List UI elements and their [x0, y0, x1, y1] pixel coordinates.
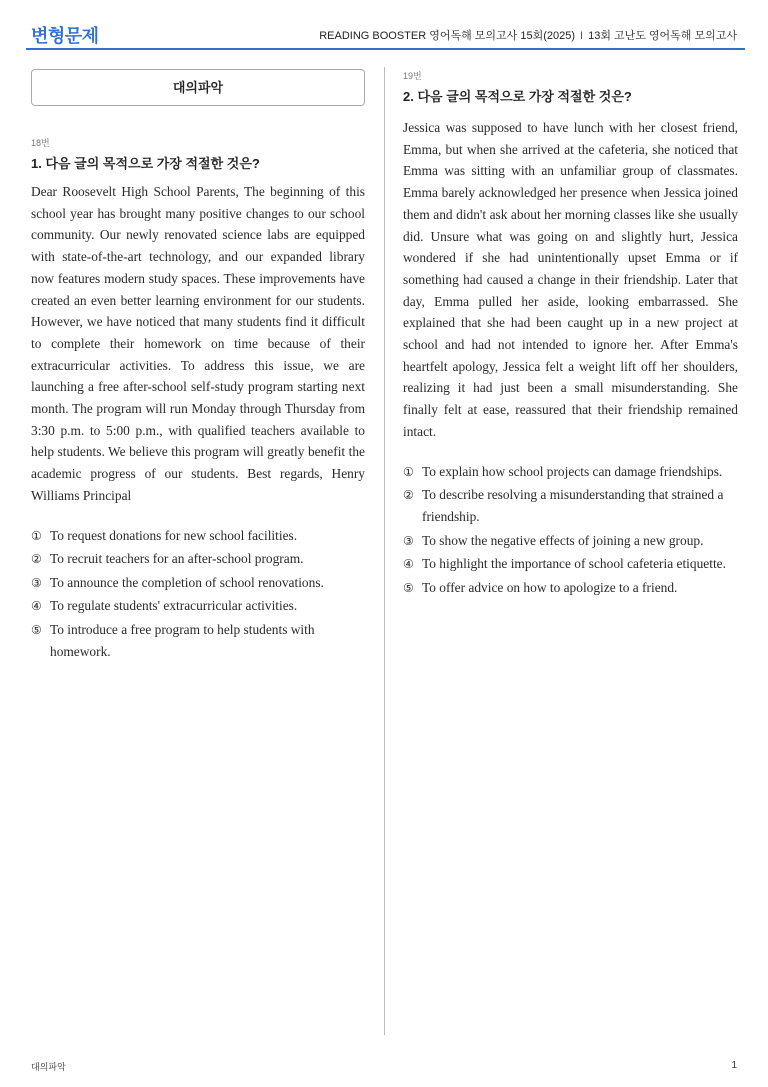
header-source-info — [319, 27, 737, 43]
column-divider — [384, 67, 385, 1035]
choice-item-4[interactable] — [31, 595, 365, 617]
choice-item-1[interactable] — [31, 525, 365, 547]
choice-item-2[interactable] — [403, 484, 738, 528]
choice-list — [31, 525, 365, 663]
choice-item-3[interactable] — [31, 572, 365, 594]
brand-title: 변형문제 — [31, 26, 99, 46]
question-title: 2. 다음 글의 목적으로 가장 적절한 것은? — [403, 89, 632, 104]
source-title: READING BOOSTER 영어독해 모의고사 15회(2025) — [319, 30, 576, 42]
page-number: 1 — [731, 1060, 737, 1071]
choice-marker: ② — [31, 552, 42, 567]
section-label-box: 대의파악 — [31, 69, 365, 106]
footer-section-label: 대의파악 — [31, 1062, 66, 1072]
choice-text: To show the negative effects of joining a new group. — [422, 532, 704, 548]
choice-marker: ① — [403, 464, 414, 479]
choice-text: To regulate students' extracurricular activities. — [50, 598, 298, 614]
question-number-label: 18번 — [31, 138, 50, 148]
choice-text: To announce the completion of school renovations. — [50, 574, 324, 590]
choice-text: To highlight the importance of school cafeteria etiquette. — [422, 556, 726, 572]
choice-item-5[interactable] — [403, 577, 738, 599]
choice-marker: ④ — [31, 599, 42, 614]
question-passage: Jessica was supposed to have lunch with her closest friend, Emma, but when she arrived at the cafeteria, she noticed that Emma was sitting with an unfamiliar group of classmates. Emma barely acknowledged her presence when Jessica joined them and didn't ask about her morning classes like she usually did. Unsure what was going on and slightly hurt, Jessica wondered if she had unintentionally upset Emma or if something had caused a change in their friendship. Later that day, Emma pulled her aside, looking embarrassed. She explained that she had been caught up in a new project at school and had not intended to ignore her. After Emma's heartfelt apology, Jessica felt a weight lift off her shoulders, realizing it had just been a small misunderstanding. She finally felt at ease, reassured that their friendship remained intact. — [403, 120, 738, 439]
choice-marker: ③ — [403, 533, 414, 548]
choice-text: To introduce a free program to help students with homework. — [50, 621, 315, 659]
choice-item-3[interactable] — [403, 530, 738, 552]
choice-marker: ⑤ — [31, 622, 42, 637]
question-2 — [403, 69, 738, 599]
header-separator: I — [580, 30, 584, 42]
choice-text: To offer advice on how to apologize to a friend. — [422, 579, 678, 595]
choice-marker: ⑤ — [403, 580, 414, 595]
header-rule — [26, 48, 745, 50]
page-header — [0, 0, 768, 50]
choice-item-2[interactable] — [31, 548, 365, 570]
question-number-label: 19번 — [403, 71, 422, 81]
exam-title: 13회 고난도 영어독해 모의고사 — [588, 30, 737, 42]
choice-text: To describe resolving a misunderstanding that strained a friendship. — [422, 487, 724, 525]
choice-item-5[interactable] — [31, 619, 365, 663]
choice-text: To explain how school projects can damage friendships. — [422, 463, 723, 479]
choice-text: To recruit teachers for an after-school program. — [50, 551, 304, 567]
choice-list — [403, 461, 738, 599]
left-column — [31, 69, 365, 679]
choice-text: To request donations for new school facilities. — [50, 527, 298, 543]
choice-item-4[interactable] — [403, 553, 738, 575]
question-passage: Dear Roosevelt High School Parents, The beginning of this school year has brought many positive changes to our school community. Our newly renovated science labs are equipped with state-of-the-art technology, and our expanded library now features modern study spaces. These improvements have created an even better learning environment for our students. However, we have noticed that many students find it difficult to complete their homework on time because of their extracurricular activities. To address this issue, we are launching a free after-school self-study program starting next month. The program will run Monday through Thursday from 3:30 p.m. to 5:00 p.m., with qualified teachers available to help students. We believe this program will greatly benefit the academic progress of our students. Best regards, Henry Williams Principal — [31, 184, 365, 503]
question-title: 1. 다음 글의 목적으로 가장 적절한 것은? — [31, 156, 260, 171]
choice-marker: ④ — [403, 557, 414, 572]
question-1 — [31, 136, 365, 663]
choice-marker: ① — [31, 528, 42, 543]
choice-marker: ② — [403, 488, 414, 503]
choice-item-1[interactable] — [403, 461, 738, 483]
right-column — [403, 69, 738, 615]
choice-marker: ③ — [31, 575, 42, 590]
